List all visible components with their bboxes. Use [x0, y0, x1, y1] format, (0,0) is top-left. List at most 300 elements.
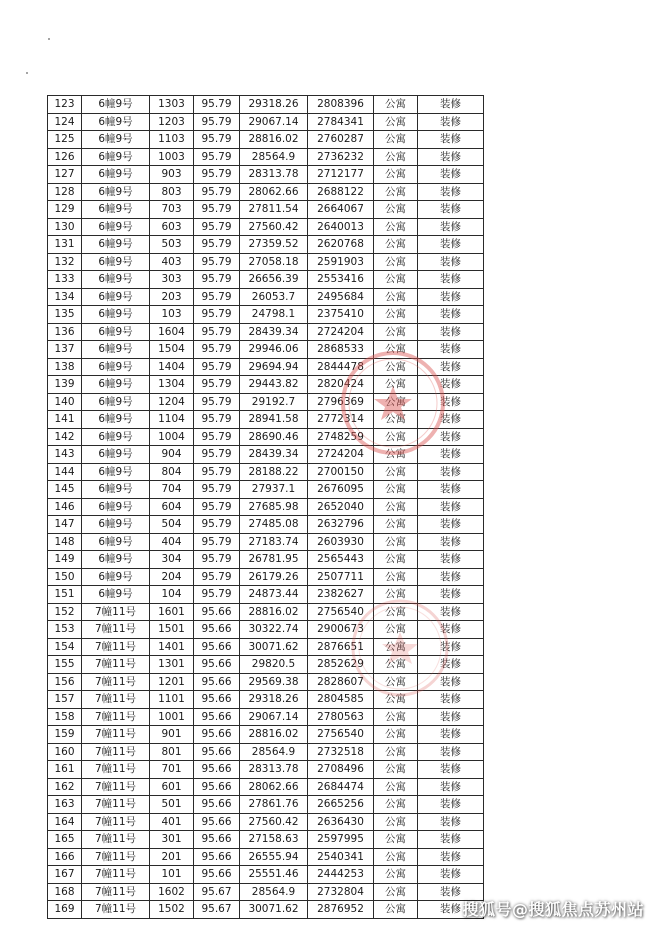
cell-decoration: 装修	[418, 393, 484, 411]
cell-area: 95.66	[194, 848, 240, 866]
cell-row-number: 143	[48, 446, 82, 464]
table-row	[48, 376, 484, 394]
cell-room-number: 803	[150, 183, 194, 201]
cell-room-number: 1602	[150, 883, 194, 901]
cell-row-number: 140	[48, 393, 82, 411]
cell-room-number: 1204	[150, 393, 194, 411]
cell-unit-price: 26781.95	[240, 551, 308, 569]
cell-total-price: 2712177	[308, 166, 374, 184]
cell-usage: 公寓	[374, 341, 418, 359]
cell-area: 95.79	[194, 218, 240, 236]
cell-room-number: 304	[150, 551, 194, 569]
cell-row-number: 138	[48, 358, 82, 376]
cell-decoration: 装修	[418, 131, 484, 149]
cell-building-unit: 6幢9号	[82, 201, 150, 219]
table-row	[48, 446, 484, 464]
cell-room-number: 203	[150, 288, 194, 306]
cell-row-number: 148	[48, 533, 82, 551]
cell-building-unit: 6幢9号	[82, 183, 150, 201]
cell-decoration: 装修	[418, 411, 484, 429]
table-row	[48, 866, 484, 884]
cell-room-number: 103	[150, 306, 194, 324]
table-row	[48, 813, 484, 831]
cell-area: 95.66	[194, 726, 240, 744]
cell-usage: 公寓	[374, 761, 418, 779]
cell-decoration: 装修	[418, 271, 484, 289]
cell-unit-price: 29946.06	[240, 341, 308, 359]
cell-building-unit: 7幢11号	[82, 901, 150, 919]
cell-room-number: 303	[150, 271, 194, 289]
table-row	[48, 533, 484, 551]
cell-unit-price: 27560.42	[240, 218, 308, 236]
cell-building-unit: 6幢9号	[82, 498, 150, 516]
table-row	[48, 201, 484, 219]
scan-speck	[48, 38, 50, 40]
cell-decoration: 装修	[418, 323, 484, 341]
cell-usage: 公寓	[374, 866, 418, 884]
cell-unit-price: 30322.74	[240, 621, 308, 639]
cell-unit-price: 28816.02	[240, 726, 308, 744]
cell-area: 95.66	[194, 691, 240, 709]
cell-row-number: 165	[48, 831, 82, 849]
cell-room-number: 1304	[150, 376, 194, 394]
cell-total-price: 2640013	[308, 218, 374, 236]
cell-unit-price: 27811.54	[240, 201, 308, 219]
cell-room-number: 901	[150, 726, 194, 744]
cell-usage: 公寓	[374, 638, 418, 656]
cell-decoration: 装修	[418, 498, 484, 516]
cell-row-number: 151	[48, 586, 82, 604]
cell-row-number: 136	[48, 323, 82, 341]
cell-usage: 公寓	[374, 166, 418, 184]
cell-room-number: 1003	[150, 148, 194, 166]
cell-usage: 公寓	[374, 813, 418, 831]
cell-usage: 公寓	[374, 586, 418, 604]
cell-room-number: 201	[150, 848, 194, 866]
cell-building-unit: 6幢9号	[82, 393, 150, 411]
table-row	[48, 463, 484, 481]
cell-total-price: 2876952	[308, 901, 374, 919]
cell-decoration: 装修	[418, 586, 484, 604]
cell-unit-price: 28313.78	[240, 166, 308, 184]
cell-area: 95.66	[194, 621, 240, 639]
cell-usage: 公寓	[374, 743, 418, 761]
cell-area: 95.79	[194, 323, 240, 341]
cell-building-unit: 6幢9号	[82, 446, 150, 464]
cell-area: 95.79	[194, 446, 240, 464]
table-body	[48, 96, 484, 919]
cell-unit-price: 26053.7	[240, 288, 308, 306]
cell-building-unit: 6幢9号	[82, 148, 150, 166]
cell-room-number: 603	[150, 218, 194, 236]
cell-decoration: 装修	[418, 883, 484, 901]
cell-unit-price: 28564.9	[240, 148, 308, 166]
cell-usage: 公寓	[374, 428, 418, 446]
cell-decoration: 装修	[418, 656, 484, 674]
table-row	[48, 796, 484, 814]
cell-decoration: 装修	[418, 183, 484, 201]
cell-usage: 公寓	[374, 726, 418, 744]
table-row	[48, 113, 484, 131]
cell-area: 95.66	[194, 673, 240, 691]
cell-decoration: 装修	[418, 96, 484, 114]
cell-total-price: 2732518	[308, 743, 374, 761]
cell-total-price: 2844478	[308, 358, 374, 376]
table-row	[48, 848, 484, 866]
cell-unit-price: 29443.82	[240, 376, 308, 394]
cell-total-price: 2676095	[308, 481, 374, 499]
cell-decoration: 装修	[418, 778, 484, 796]
cell-room-number: 504	[150, 516, 194, 534]
cell-row-number: 167	[48, 866, 82, 884]
cell-decoration: 装修	[418, 516, 484, 534]
cell-row-number: 142	[48, 428, 82, 446]
cell-total-price: 2708496	[308, 761, 374, 779]
table-row	[48, 673, 484, 691]
cell-area: 95.79	[194, 96, 240, 114]
cell-room-number: 1103	[150, 131, 194, 149]
cell-room-number: 1504	[150, 341, 194, 359]
cell-unit-price: 27183.74	[240, 533, 308, 551]
table-row	[48, 603, 484, 621]
table-row	[48, 831, 484, 849]
cell-unit-price: 30071.62	[240, 901, 308, 919]
table-row	[48, 726, 484, 744]
cell-unit-price: 28188.22	[240, 463, 308, 481]
cell-usage: 公寓	[374, 411, 418, 429]
cell-total-price: 2808396	[308, 96, 374, 114]
cell-building-unit: 7幢11号	[82, 708, 150, 726]
cell-area: 95.67	[194, 883, 240, 901]
cell-unit-price: 28690.46	[240, 428, 308, 446]
cell-unit-price: 28062.66	[240, 183, 308, 201]
cell-building-unit: 7幢11号	[82, 743, 150, 761]
table-row	[48, 481, 484, 499]
cell-total-price: 2636430	[308, 813, 374, 831]
cell-row-number: 125	[48, 131, 82, 149]
cell-row-number: 154	[48, 638, 82, 656]
cell-total-price: 2553416	[308, 271, 374, 289]
cell-building-unit: 6幢9号	[82, 306, 150, 324]
cell-area: 95.79	[194, 376, 240, 394]
cell-unit-price: 29067.14	[240, 708, 308, 726]
cell-building-unit: 6幢9号	[82, 551, 150, 569]
cell-row-number: 157	[48, 691, 82, 709]
cell-decoration: 装修	[418, 621, 484, 639]
cell-room-number: 604	[150, 498, 194, 516]
cell-usage: 公寓	[374, 883, 418, 901]
cell-building-unit: 6幢9号	[82, 463, 150, 481]
cell-row-number: 160	[48, 743, 82, 761]
cell-room-number: 204	[150, 568, 194, 586]
cell-usage: 公寓	[374, 533, 418, 551]
cell-unit-price: 24873.44	[240, 586, 308, 604]
cell-unit-price: 30071.62	[240, 638, 308, 656]
cell-decoration: 装修	[418, 358, 484, 376]
cell-row-number: 131	[48, 236, 82, 254]
cell-unit-price: 25551.46	[240, 866, 308, 884]
cell-row-number: 161	[48, 761, 82, 779]
cell-unit-price: 27560.42	[240, 813, 308, 831]
cell-decoration: 装修	[418, 236, 484, 254]
cell-usage: 公寓	[374, 236, 418, 254]
cell-decoration: 装修	[418, 481, 484, 499]
cell-building-unit: 6幢9号	[82, 113, 150, 131]
cell-row-number: 124	[48, 113, 82, 131]
cell-decoration: 装修	[418, 113, 484, 131]
table-row	[48, 148, 484, 166]
cell-decoration: 装修	[418, 708, 484, 726]
cell-unit-price: 28439.34	[240, 446, 308, 464]
cell-row-number: 155	[48, 656, 82, 674]
cell-building-unit: 7幢11号	[82, 621, 150, 639]
cell-row-number: 132	[48, 253, 82, 271]
cell-usage: 公寓	[374, 446, 418, 464]
cell-usage: 公寓	[374, 113, 418, 131]
table-row	[48, 393, 484, 411]
cell-building-unit: 7幢11号	[82, 691, 150, 709]
table-row	[48, 288, 484, 306]
cell-usage: 公寓	[374, 183, 418, 201]
cell-unit-price: 27485.08	[240, 516, 308, 534]
cell-unit-price: 29569.38	[240, 673, 308, 691]
cell-room-number: 404	[150, 533, 194, 551]
cell-total-price: 2565443	[308, 551, 374, 569]
cell-row-number: 156	[48, 673, 82, 691]
table-row	[48, 761, 484, 779]
cell-decoration: 装修	[418, 691, 484, 709]
cell-room-number: 403	[150, 253, 194, 271]
cell-row-number: 158	[48, 708, 82, 726]
cell-unit-price: 27937.1	[240, 481, 308, 499]
cell-room-number: 1101	[150, 691, 194, 709]
cell-total-price: 2760287	[308, 131, 374, 149]
cell-room-number: 1203	[150, 113, 194, 131]
cell-usage: 公寓	[374, 463, 418, 481]
cell-area: 95.66	[194, 743, 240, 761]
cell-row-number: 139	[48, 376, 82, 394]
table-row	[48, 743, 484, 761]
table-row	[48, 551, 484, 569]
cell-area: 95.79	[194, 306, 240, 324]
cell-total-price: 2876651	[308, 638, 374, 656]
cell-unit-price: 26656.39	[240, 271, 308, 289]
cell-building-unit: 6幢9号	[82, 323, 150, 341]
cell-room-number: 601	[150, 778, 194, 796]
table-row	[48, 218, 484, 236]
cell-area: 95.79	[194, 463, 240, 481]
cell-building-unit: 7幢11号	[82, 813, 150, 831]
cell-total-price: 2736232	[308, 148, 374, 166]
cell-decoration: 装修	[418, 848, 484, 866]
cell-room-number: 1004	[150, 428, 194, 446]
cell-decoration: 装修	[418, 831, 484, 849]
table-row	[48, 271, 484, 289]
cell-unit-price: 29694.94	[240, 358, 308, 376]
cell-total-price: 2684474	[308, 778, 374, 796]
cell-area: 95.79	[194, 113, 240, 131]
cell-total-price: 2665256	[308, 796, 374, 814]
cell-usage: 公寓	[374, 901, 418, 919]
cell-row-number: 152	[48, 603, 82, 621]
cell-usage: 公寓	[374, 498, 418, 516]
cell-decoration: 装修	[418, 201, 484, 219]
table-row	[48, 428, 484, 446]
cell-unit-price: 28439.34	[240, 323, 308, 341]
cell-building-unit: 6幢9号	[82, 288, 150, 306]
cell-room-number: 1104	[150, 411, 194, 429]
cell-room-number: 1201	[150, 673, 194, 691]
cell-row-number: 126	[48, 148, 82, 166]
cell-building-unit: 6幢9号	[82, 481, 150, 499]
cell-decoration: 装修	[418, 533, 484, 551]
table-row	[48, 236, 484, 254]
cell-area: 95.79	[194, 393, 240, 411]
cell-building-unit: 6幢9号	[82, 428, 150, 446]
cell-room-number: 501	[150, 796, 194, 814]
cell-row-number: 133	[48, 271, 82, 289]
cell-unit-price: 28564.9	[240, 883, 308, 901]
cell-unit-price: 27058.18	[240, 253, 308, 271]
scan-speck	[26, 72, 28, 74]
cell-total-price: 2375410	[308, 306, 374, 324]
table-row	[48, 568, 484, 586]
cell-room-number: 704	[150, 481, 194, 499]
table-row	[48, 656, 484, 674]
cell-decoration: 装修	[418, 568, 484, 586]
table-row	[48, 323, 484, 341]
cell-building-unit: 6幢9号	[82, 516, 150, 534]
cell-building-unit: 7幢11号	[82, 866, 150, 884]
cell-usage: 公寓	[374, 551, 418, 569]
cell-row-number: 145	[48, 481, 82, 499]
cell-usage: 公寓	[374, 201, 418, 219]
cell-total-price: 2868533	[308, 341, 374, 359]
cell-usage: 公寓	[374, 358, 418, 376]
cell-total-price: 2382627	[308, 586, 374, 604]
cell-usage: 公寓	[374, 96, 418, 114]
cell-unit-price: 27861.76	[240, 796, 308, 814]
cell-building-unit: 7幢11号	[82, 673, 150, 691]
cell-unit-price: 28564.9	[240, 743, 308, 761]
cell-area: 95.66	[194, 761, 240, 779]
table-row	[48, 638, 484, 656]
cell-decoration: 装修	[418, 673, 484, 691]
cell-row-number: 168	[48, 883, 82, 901]
cell-total-price: 2900673	[308, 621, 374, 639]
cell-usage: 公寓	[374, 603, 418, 621]
cell-usage: 公寓	[374, 691, 418, 709]
cell-row-number: 169	[48, 901, 82, 919]
cell-area: 95.79	[194, 131, 240, 149]
cell-total-price: 2756540	[308, 726, 374, 744]
cell-area: 95.79	[194, 166, 240, 184]
cell-area: 95.66	[194, 796, 240, 814]
table-row	[48, 691, 484, 709]
cell-area: 95.79	[194, 516, 240, 534]
cell-usage: 公寓	[374, 271, 418, 289]
cell-room-number: 701	[150, 761, 194, 779]
cell-room-number: 801	[150, 743, 194, 761]
cell-total-price: 2748259	[308, 428, 374, 446]
cell-usage: 公寓	[374, 323, 418, 341]
cell-room-number: 1404	[150, 358, 194, 376]
cell-decoration: 装修	[418, 166, 484, 184]
cell-unit-price: 28313.78	[240, 761, 308, 779]
source-watermark: 搜狐号@搜狐焦点苏州站	[462, 900, 644, 919]
cell-building-unit: 6幢9号	[82, 533, 150, 551]
cell-row-number: 123	[48, 96, 82, 114]
cell-area: 95.79	[194, 148, 240, 166]
cell-total-price: 2632796	[308, 516, 374, 534]
cell-total-price: 2688122	[308, 183, 374, 201]
cell-room-number: 1303	[150, 96, 194, 114]
cell-total-price: 2444253	[308, 866, 374, 884]
cell-building-unit: 7幢11号	[82, 726, 150, 744]
cell-row-number: 153	[48, 621, 82, 639]
cell-decoration: 装修	[418, 463, 484, 481]
cell-unit-price: 29318.26	[240, 96, 308, 114]
cell-building-unit: 6幢9号	[82, 96, 150, 114]
cell-row-number: 144	[48, 463, 82, 481]
cell-building-unit: 6幢9号	[82, 236, 150, 254]
cell-area: 95.66	[194, 778, 240, 796]
cell-unit-price: 28816.02	[240, 131, 308, 149]
cell-row-number: 146	[48, 498, 82, 516]
cell-usage: 公寓	[374, 253, 418, 271]
cell-room-number: 903	[150, 166, 194, 184]
cell-unit-price: 27685.98	[240, 498, 308, 516]
cell-decoration: 装修	[418, 743, 484, 761]
cell-building-unit: 6幢9号	[82, 341, 150, 359]
cell-area: 95.79	[194, 183, 240, 201]
cell-total-price: 2597995	[308, 831, 374, 849]
cell-area: 95.66	[194, 708, 240, 726]
cell-total-price: 2732804	[308, 883, 374, 901]
cell-usage: 公寓	[374, 568, 418, 586]
cell-decoration: 装修	[418, 813, 484, 831]
cell-usage: 公寓	[374, 831, 418, 849]
cell-usage: 公寓	[374, 708, 418, 726]
table-row	[48, 516, 484, 534]
cell-room-number: 1604	[150, 323, 194, 341]
cell-building-unit: 7幢11号	[82, 761, 150, 779]
cell-area: 95.67	[194, 901, 240, 919]
cell-building-unit: 7幢11号	[82, 848, 150, 866]
table-row	[48, 901, 484, 919]
cell-building-unit: 7幢11号	[82, 883, 150, 901]
table-row	[48, 306, 484, 324]
cell-row-number: 149	[48, 551, 82, 569]
cell-area: 95.79	[194, 358, 240, 376]
cell-usage: 公寓	[374, 516, 418, 534]
cell-area: 95.66	[194, 831, 240, 849]
cell-area: 95.79	[194, 271, 240, 289]
cell-area: 95.66	[194, 656, 240, 674]
cell-decoration: 装修	[418, 428, 484, 446]
cell-building-unit: 7幢11号	[82, 796, 150, 814]
cell-decoration: 装修	[418, 761, 484, 779]
cell-row-number: 128	[48, 183, 82, 201]
housing-price-table	[47, 95, 484, 919]
cell-room-number: 703	[150, 201, 194, 219]
cell-total-price: 2796369	[308, 393, 374, 411]
cell-room-number: 1401	[150, 638, 194, 656]
cell-row-number: 147	[48, 516, 82, 534]
table-row	[48, 166, 484, 184]
cell-row-number: 141	[48, 411, 82, 429]
cell-room-number: 104	[150, 586, 194, 604]
